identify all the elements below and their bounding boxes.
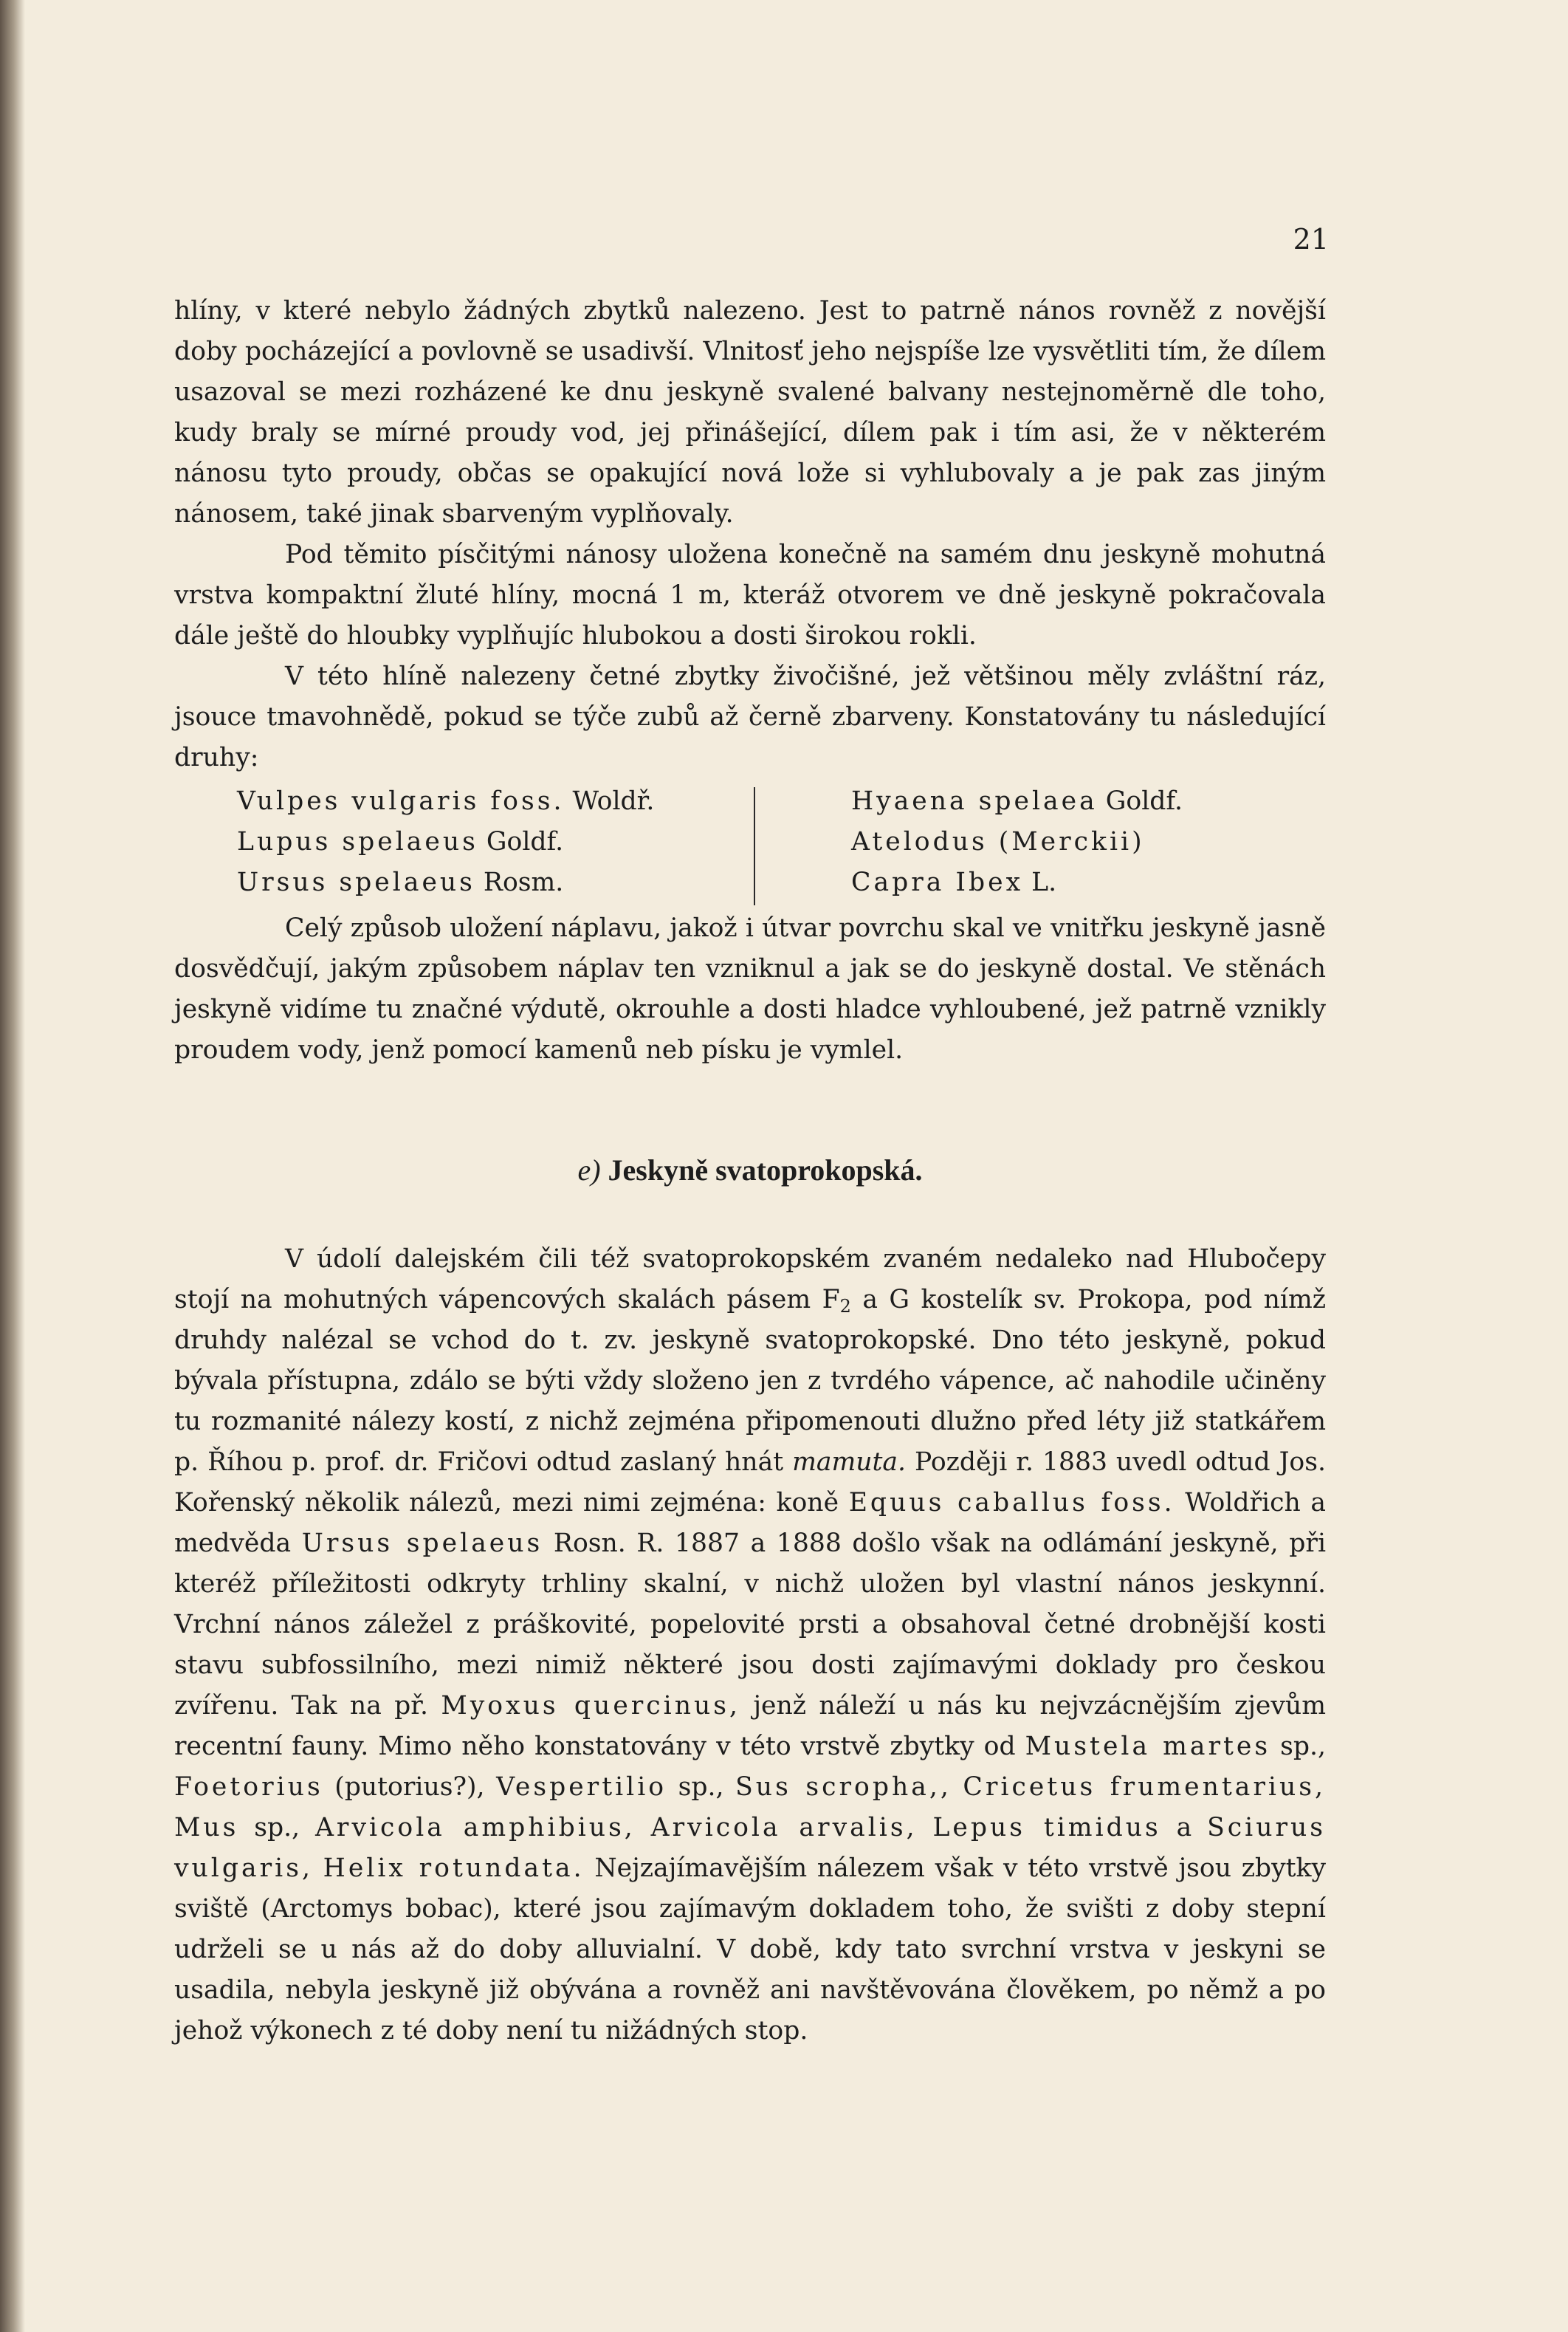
text-run: Rosn. R. 1887 a 1888 došlo však na odlámání jeskyně, při kteréž příležitosti odkryty trhliny skalní, v nichž uložen byl vlastní nános jeskynní. Vrchní nános záležel z práškovité, popelovité prsti a obsahoval četné drobnější kosti stavu subfossilního, mezi nimiž některé jsou dosti zajímavými doklady pro českou zvířenu. Tak na př. xyxy=(174,1529,1326,1721)
text-run: a G kostelík sv. Prokopa, pod nímž druhdy nalézal se vchod do t. zv. jeskyně svatoprokopské. Dno této jeskyně, pokud bývala přístupna, zdálo se býti vždy složeno jen z tvrdého vápence, ač nahodile učiněny tu rozmanité nálezy kostí, z nichž zejména připomenouti dlužno před léty již statkářem p. Říhou p. prof. dr. Fričovi odtud zaslaný hnát xyxy=(174,1285,1326,1477)
section-letter: e) xyxy=(577,1153,601,1187)
species-author: Goldf. xyxy=(1105,786,1183,816)
text-run: (putorius?), xyxy=(323,1772,497,1802)
species-author: Woldř. xyxy=(572,786,655,816)
taxon-name: Lepus timidus xyxy=(932,1813,1161,1842)
species-author: Rosm. xyxy=(483,868,564,897)
taxon-name: Foetorius xyxy=(174,1772,323,1802)
taxon-name: Sciurus vulgaris, xyxy=(174,1813,1327,1883)
species-name: Hyaena spelaea xyxy=(851,786,1098,816)
section-heading xyxy=(174,1152,1326,1189)
subscript: 2 xyxy=(839,1296,851,1317)
text-run: V údolí dalejském čili též svatoprokopském zvaném nedaleko nad Hlubočepy stojí na mohutných vápencových skalách pásem F xyxy=(174,1244,1326,1314)
column-divider xyxy=(754,787,755,905)
text-run xyxy=(636,1813,651,1842)
paragraph-3: V této hlíně nalezeny četné zbytky živočišné, jež většinou měly zvláštní ráz, jsouce tmavohnědě, pokud se týče zubů až černě zbarveny. Konstatovány tu následující druhy: xyxy=(174,662,1326,772)
text-run xyxy=(918,1813,933,1842)
taxon-name: Helix rotundata. xyxy=(323,1853,585,1883)
species-item xyxy=(851,781,1183,822)
text-run: sp., xyxy=(667,1772,736,1802)
text-run: jenž náleží u nás ku nejvzácnějším zjevům recentní fauny. Mimo něho konstatovány v této vrstvě zbytky od xyxy=(174,1691,1326,1761)
paragraph-2: Pod těmito písčitými nánosy uložena konečně na samém dnu jeskyně mohutná vrstva kompaktní žluté hlíny, mocná 1 m, kteráž otvorem ve dně jeskyně pokračovala dále ještě do hloubky vyplňujíc hlubokou a dosti širokou rokli. xyxy=(174,540,1326,651)
body-text xyxy=(174,291,1326,2051)
paragraph-4: Celý způsob uložení náplavu, jakož i útvar povrchu skal ve vnitřku jeskyně jasně dosvědčují, jakým způsobem náplav ten vzniknul a jak se do jeskyně dostal. Ve stěnách jeskyně vidíme tu značné výdutě, okrouhle a dosti hladce vyhloubené, jež patrně vznikly proudem vody, jenž pomocí kamenů neb písku je vymlel. xyxy=(174,913,1326,1065)
species-item xyxy=(237,822,754,863)
species-item xyxy=(237,863,754,903)
species-name: Ursus spelaeus xyxy=(237,868,475,897)
taxon-name: Cricetus frumentarius, xyxy=(963,1772,1326,1802)
binding-shadow xyxy=(0,0,25,2332)
taxon-name: Arvicola arvalis, xyxy=(650,1813,918,1842)
species-name: Atelodus (Merckii) xyxy=(851,827,1145,857)
species-name: Vulpes vulgaris foss. xyxy=(237,786,565,816)
species-name: Capra Ibex xyxy=(851,868,1024,897)
taxon-name: Vespertilio xyxy=(496,1772,667,1802)
taxon-name: Mus xyxy=(174,1813,239,1842)
page-number: 21 xyxy=(1293,223,1329,256)
taxon-name: Ursus spelaeus xyxy=(301,1529,543,1558)
text-run: Později r. 1883 uvedl odtud Jos. Kořenský několik nálezů, mezi nimi zejména: koně xyxy=(174,1447,1326,1517)
text-run: Nejzajímavějším nálezem však v této vrstvě jsou zbytky sviště (Arctomys bobac), které jsou zajímavým dokladem toho, že svišti z doby stepní udrželi se u nás až do doby alluvialní. V době, kdy tato svrchní vrstva v jeskyni se usadila, nebyla jeskyně již obývána a rovněž ani navštěvována člověkem, po němž a po jehož výkonech z té doby není tu nižádných stop. xyxy=(174,1853,1326,2045)
species-item xyxy=(851,863,1183,903)
text-run: sp., xyxy=(238,1813,315,1842)
species-list xyxy=(237,781,1326,907)
taxon-name: Equus caballus foss. xyxy=(848,1488,1175,1517)
species-author: Goldf. xyxy=(486,827,564,857)
taxon-name: Sus scropha,, xyxy=(735,1772,952,1802)
species-author: L. xyxy=(1031,868,1057,897)
italic-term: mamuta. xyxy=(792,1447,907,1477)
paragraph-5 xyxy=(174,1239,1326,2051)
text-run: sp., xyxy=(1270,1732,1327,1761)
text-run xyxy=(952,1772,963,1802)
species-item xyxy=(851,822,1183,863)
section-title: Jeskyně svatoprokopská. xyxy=(608,1153,923,1187)
taxon-name: Arvicola amphibius, xyxy=(314,1813,636,1842)
text-run: Woldřich a medvěda xyxy=(174,1488,1327,1558)
species-column-left xyxy=(237,781,754,907)
species-name: Lupus spelaeus xyxy=(237,827,478,857)
taxon-name: Myoxus quercinus, xyxy=(441,1691,741,1721)
text-run: a xyxy=(1160,1813,1208,1842)
taxon-name: Mustela martes xyxy=(1025,1732,1271,1761)
species-item xyxy=(237,781,754,822)
species-column-right xyxy=(851,781,1183,907)
paragraph-1: hlíny, v které nebylo žádných zbytků nalezeno. Jest to patrně nános rovněž z novější doby pocházející a povlovně se usadivší. Vlnitosť jeho nejspíše lze vysvětliti tím, že dílem usazoval se mezi rozházené ke dnu jeskyně svalené balvany nestejnoměrně dle toho, kudy braly se mírné proudy vod, jej přinášející, dílem pak i tím asi, že v některém nánosu tyto proudy, občas se opakující nová lože si vyhlubovaly a je pak zas jiným nánosem, také jinak sbarveným vyplňovaly. xyxy=(174,296,1326,529)
text-run xyxy=(313,1853,323,1883)
